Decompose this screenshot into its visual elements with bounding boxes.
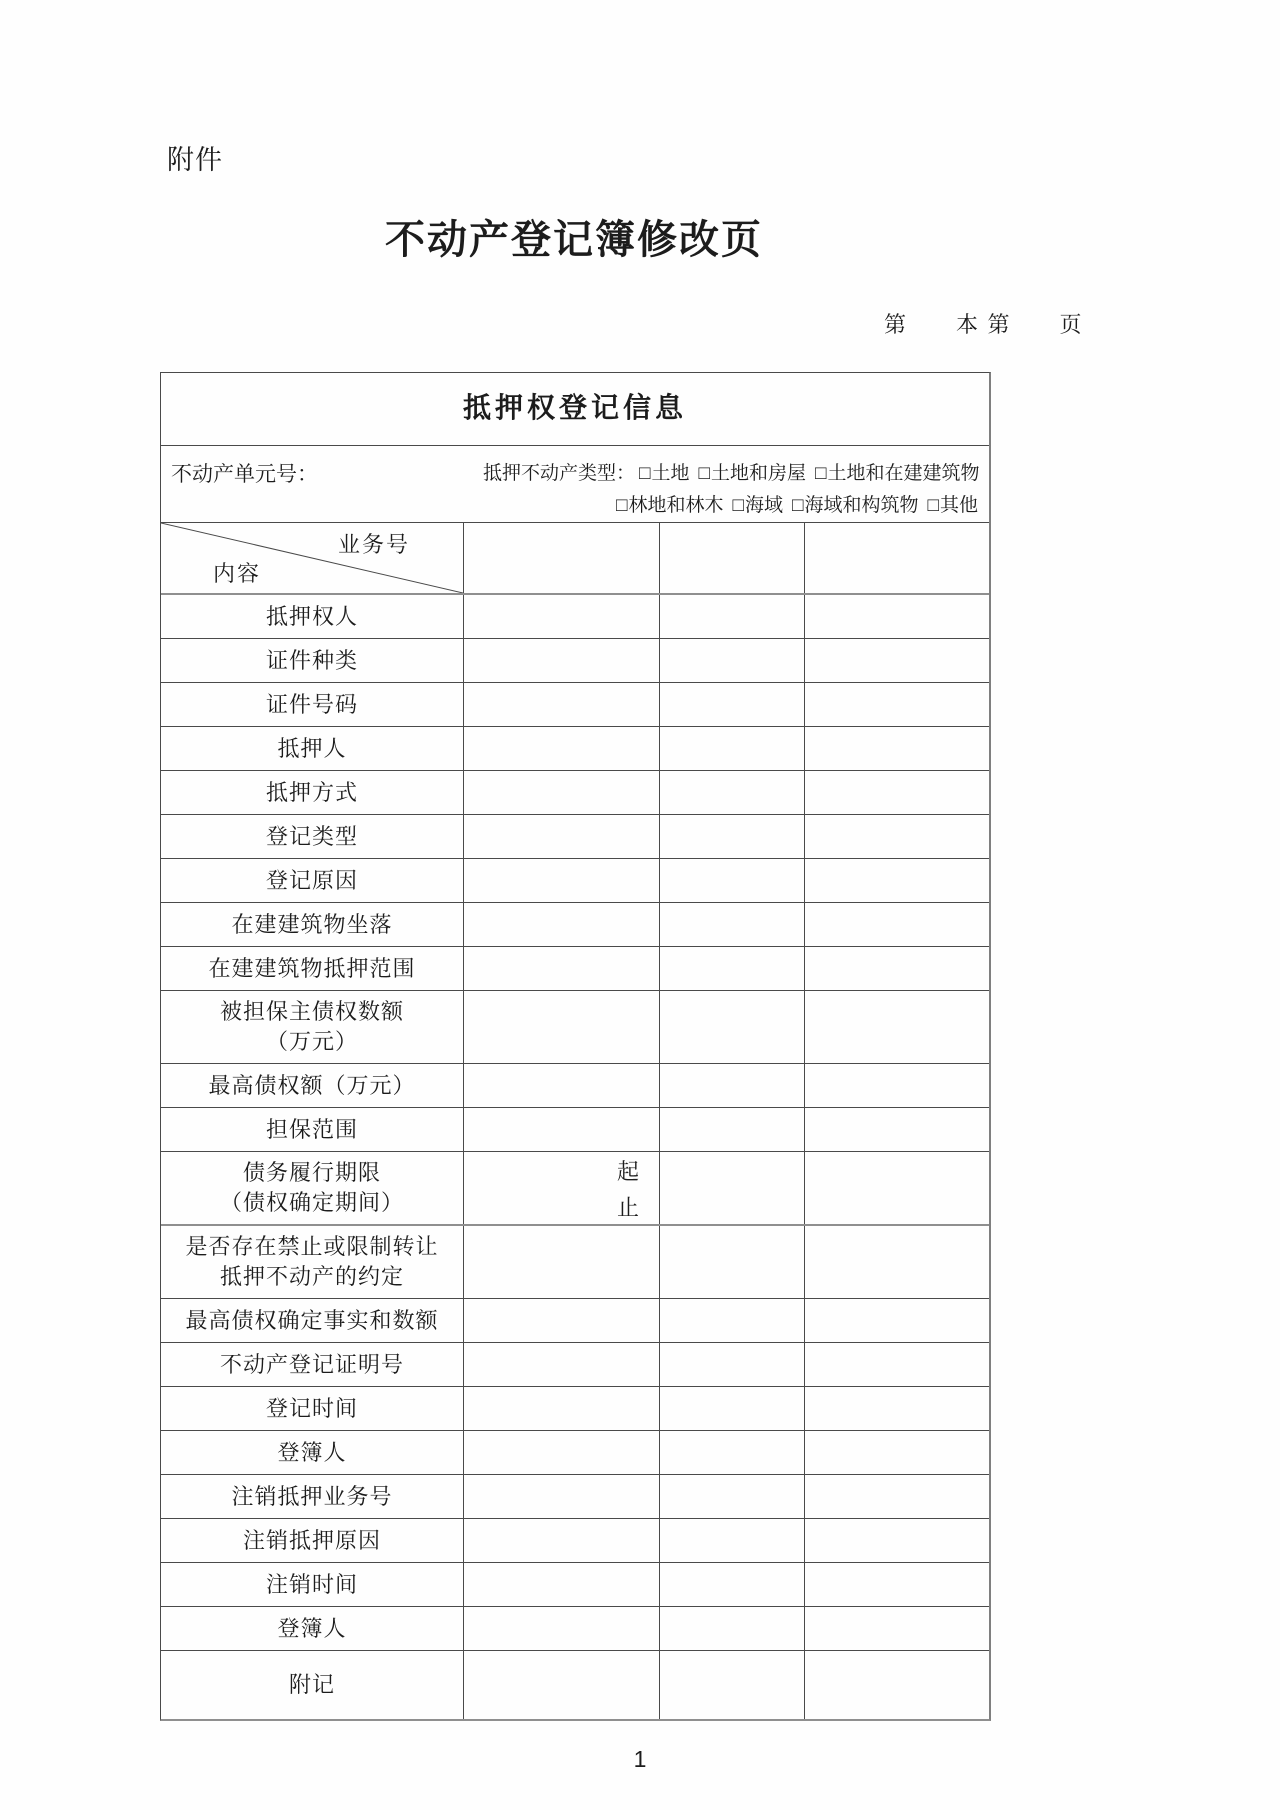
- value-cell: [804, 991, 989, 1063]
- table-row: [161, 814, 989, 858]
- row-label: 在建建筑物抵押范围: [208, 955, 416, 981]
- value-cell: [804, 1651, 989, 1719]
- value-cell: [659, 1563, 804, 1606]
- table-row: [161, 990, 989, 1063]
- value-cell: [659, 859, 804, 902]
- row-label: 证件号码: [265, 691, 358, 717]
- value-cell: [659, 639, 804, 682]
- table-row: [161, 1151, 989, 1224]
- value-cell: [659, 1519, 804, 1562]
- value-cell: [804, 1607, 989, 1650]
- value-cell: [659, 991, 804, 1063]
- checkbox-option: [699, 463, 807, 484]
- row-label: 被担保主债权数额 （万元）: [219, 999, 404, 1054]
- value-cell: [804, 1152, 989, 1224]
- checkbox-option-label: 其他: [939, 495, 978, 516]
- row-label: 注销抵押业务号: [231, 1483, 393, 1509]
- diagonal-line-icon: [161, 523, 463, 593]
- row-label: 登记时间: [265, 1395, 358, 1421]
- row-label: 登簿人: [277, 1439, 347, 1465]
- table-row: [161, 1107, 989, 1151]
- value-cell: [659, 595, 804, 638]
- table-row: [161, 1562, 989, 1606]
- value-cell: [804, 1108, 989, 1151]
- checkbox-option: [639, 463, 690, 484]
- checkbox-icon: □: [792, 495, 804, 516]
- table-row: [161, 638, 989, 682]
- row-label: 担保范围: [265, 1116, 358, 1142]
- page-number: 1: [633, 1746, 647, 1772]
- table-row: [161, 726, 989, 770]
- checkbox-option: [792, 495, 919, 516]
- value-cell: [463, 727, 659, 770]
- value-cell: [463, 1226, 659, 1298]
- checkbox-icon: □: [616, 495, 628, 516]
- value-cell: [659, 1651, 804, 1719]
- row-label: 抵押方式: [265, 779, 358, 805]
- value-cell: [804, 815, 989, 858]
- row-label: 登记类型: [265, 823, 358, 849]
- value-cell: [659, 1431, 804, 1474]
- row-label: 最高债权确定事实和数额: [185, 1307, 439, 1333]
- table-row: [161, 770, 989, 814]
- checkbox-icon: □: [927, 495, 939, 516]
- value-cell: [659, 683, 804, 726]
- term-start-label: 起: [616, 1158, 639, 1184]
- checkbox-option: [815, 463, 980, 484]
- value-cell: [463, 1431, 659, 1474]
- value-cell: [659, 1226, 804, 1298]
- value-cell: [659, 1299, 804, 1342]
- page-title: 不动产登记簿修改页: [385, 218, 763, 262]
- value-cell: [463, 1108, 659, 1151]
- row-label: 债务履行期限 （债权确定期间）: [219, 1160, 404, 1215]
- unit-type-row: [161, 445, 989, 522]
- row-label: 登簿人: [277, 1615, 347, 1641]
- mortgage-registration-table: [160, 372, 991, 1721]
- value-cell: [804, 727, 989, 770]
- table-row: [161, 946, 989, 990]
- value-cell: [659, 771, 804, 814]
- value-cell: [659, 1064, 804, 1107]
- value-cell: [804, 595, 989, 638]
- value-cell: [804, 1387, 989, 1430]
- value-cell: [804, 947, 989, 990]
- checkbox-option-label: 土地: [651, 463, 690, 484]
- table-row: [161, 1606, 989, 1650]
- table-rows: [161, 593, 989, 1719]
- value-cell: [804, 903, 989, 946]
- checkbox-icon: □: [698, 463, 710, 484]
- table-header-title: 抵押权登记信息: [462, 393, 687, 424]
- term-start-end-cell: [463, 1152, 659, 1224]
- value-cell: [659, 1387, 804, 1430]
- value-cell: [659, 815, 804, 858]
- row-label: 在建建筑物坐落: [231, 911, 393, 937]
- value-cell: [659, 727, 804, 770]
- unit-number-label: 不动产单元号：: [171, 462, 318, 486]
- mortgage-type-line1: [483, 458, 989, 485]
- row-label: 证件种类: [265, 647, 358, 673]
- diagonal-label-content: 内容: [213, 561, 262, 586]
- table-row: [161, 682, 989, 726]
- value-cell: [463, 683, 659, 726]
- value-cell: [804, 683, 989, 726]
- value-cell: [804, 1431, 989, 1474]
- value-cell: [804, 523, 989, 593]
- row-label: 登记原因: [265, 867, 358, 893]
- table-row: [161, 858, 989, 902]
- value-cell: [463, 859, 659, 902]
- value-cell: [804, 1519, 989, 1562]
- checkbox-option-label: 土地和房屋: [711, 463, 807, 484]
- value-cell: [804, 639, 989, 682]
- row-label: 是否存在禁止或限制转让 抵押不动产的约定: [185, 1234, 439, 1289]
- value-cell: [659, 1152, 804, 1224]
- table-row: [161, 1518, 989, 1562]
- value-cell: [659, 903, 804, 946]
- checkbox-icon: □: [732, 495, 744, 516]
- row-label: 抵押人: [277, 735, 347, 761]
- table-row: [161, 1650, 989, 1719]
- diagonal-label-business-no: 业务号: [337, 532, 410, 557]
- mortgage-type-label: 抵押不动产类型：: [483, 463, 636, 484]
- value-cell: [463, 1299, 659, 1342]
- row-label: 注销抵押原因: [242, 1527, 381, 1553]
- mortgage-type-line2: [616, 490, 987, 517]
- diagonal-header-cell: [161, 523, 463, 593]
- checkbox-icon: □: [639, 463, 651, 484]
- checkbox-option: [733, 495, 784, 516]
- value-cell: [463, 1387, 659, 1430]
- value-cell: [804, 1226, 989, 1298]
- value-cell: [804, 771, 989, 814]
- row-label: 注销时间: [265, 1571, 358, 1597]
- value-cell: [659, 1108, 804, 1151]
- table-row: [161, 1386, 989, 1430]
- value-cell: [659, 1607, 804, 1650]
- table-row: [161, 1224, 989, 1298]
- checkbox-option-label: 海域: [744, 495, 783, 516]
- value-cell: [463, 1064, 659, 1107]
- value-cell: [463, 595, 659, 638]
- attachment-label: 附件: [167, 145, 223, 175]
- value-cell: [463, 1563, 659, 1606]
- value-cell: [463, 1519, 659, 1562]
- checkbox-icon: □: [815, 463, 827, 484]
- value-cell: [463, 991, 659, 1063]
- value-cell: [463, 903, 659, 946]
- value-cell: [804, 1299, 989, 1342]
- diagonal-header-row: [161, 522, 989, 593]
- term-end-label: 止: [616, 1194, 639, 1220]
- value-cell: [659, 523, 804, 593]
- value-cell: [804, 1475, 989, 1518]
- table-row: [161, 1298, 989, 1342]
- mortgage-type-options-line1: [639, 463, 989, 484]
- row-label: 附记: [288, 1672, 335, 1698]
- value-cell: [804, 859, 989, 902]
- table-row: [161, 1063, 989, 1107]
- table-row: [161, 593, 989, 638]
- table-row: [161, 1430, 989, 1474]
- value-cell: [463, 1651, 659, 1719]
- value-cell: [463, 771, 659, 814]
- checkbox-option-label: 海域和构筑物: [804, 495, 919, 516]
- value-cell: [804, 1064, 989, 1107]
- table-row: [161, 1342, 989, 1386]
- value-cell: [463, 639, 659, 682]
- value-cell: [463, 523, 659, 593]
- value-cell: [804, 1563, 989, 1606]
- value-cell: [659, 1475, 804, 1518]
- row-label: 不动产登记证明号: [219, 1351, 404, 1377]
- row-label: 最高债权额（万元）: [208, 1072, 416, 1098]
- checkbox-option-label: 土地和在建建筑物: [827, 463, 980, 484]
- value-cell: [659, 1343, 804, 1386]
- value-cell: [804, 1343, 989, 1386]
- value-cell: [463, 1343, 659, 1386]
- table-row: [161, 902, 989, 946]
- value-cell: [463, 1607, 659, 1650]
- checkbox-option: [616, 495, 724, 516]
- checkbox-option: [928, 495, 979, 516]
- checkbox-option-label: 林地和林木: [628, 495, 724, 516]
- value-cell: [463, 947, 659, 990]
- value-cell: [659, 947, 804, 990]
- value-cell: [463, 815, 659, 858]
- value-cell: [463, 1475, 659, 1518]
- row-label: 抵押权人: [265, 603, 358, 629]
- book-page-line: 第 本 第 页: [884, 312, 1084, 337]
- table-row: [161, 1474, 989, 1518]
